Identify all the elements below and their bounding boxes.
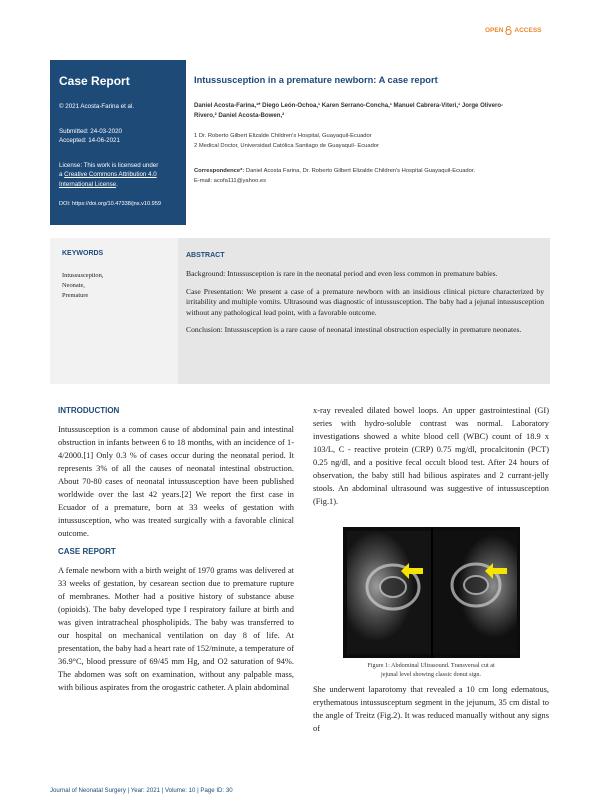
abstract-case-presentation: Case Presentation: We present a case of a premature newborn with an insidious clinical picture characterized by irritability and multiple vomits. Ultrasound was diagnostic of intussusception. The baby had a jejunal intussusception without any pathological lead point, with a favorable outcome. [186,286,544,317]
ultrasound-figure [343,527,520,658]
page-footer: Journal of Neonatal Surgery | Year: 2021 | Volume: 10 | Page ID: 30 [50,787,233,794]
open-access-label-left: OPEN [485,27,504,34]
copyright: © 2021 Acosta-Farina et al. [59,103,135,110]
keywords-heading: KEYWORDS [62,250,104,257]
license-prefix: a [59,171,65,178]
keyword: Neonate, [62,282,85,289]
accepted-date: Accepted: 14-06-2021 [59,137,120,144]
abstract-heading: ABSTRACT [186,252,225,259]
author-line-2: Rivero,² Daniel Acosta-Bowen,² [194,112,285,119]
license-link-cont[interactable]: International License [59,180,117,188]
ultrasound-image [343,527,520,658]
article-info-sidebar [50,60,186,225]
article-type: Case Report [59,74,130,88]
author-list [194,101,554,121]
affiliation-2: 2 Medical Doctor, Universidad Católica Santiago de Guayaquil- Ecuador [194,143,379,149]
correspondence-text: Daniel Acosta Farina, Dr. Roberto Gilbert Elizalde Children's Hospital Guayaquil-Ecuador. [244,168,476,174]
license-line-1: License: This work is licensed under [59,161,159,169]
open-access-logo [485,26,542,35]
license-end: . [116,180,118,188]
keyword: Premature [62,292,89,299]
keywords-list [62,271,103,301]
abstract-background: Background: Intussusception is rare in the neonatal period and even less common in premature babies. [186,269,498,278]
introduction-heading: INTRODUCTION [58,406,120,415]
keywords-column [50,238,178,384]
license-link[interactable]: Creative Commons Attribution 4.0 [64,171,157,178]
article-title: Intussusception in a premature newborn: A case report [194,75,438,85]
surgery-text: She underwent laparotomy that revealed a 10 cm long edematous, erythematous intussusceptum segment in the jejunum, 35 cm distal to the angle of Treitz (Fig.2). It was reduced manually without any signs of [313,685,549,733]
license-line-3 [59,180,178,190]
email[interactable]: E-mail: acofa111@yahoo.es [194,178,267,184]
license-line-2 [59,170,178,180]
case-report-text: A female newborn with a birth weight of 1970 grams was delivered at 33 weeks of gestation, by cesarean section due to premature rupture of membranes. Mother had a positive history of substance abuse (opioids). The baby developed type I respiratory failure at birth and was given intratracheal phospholipids. The baby was transferred to our hospital on mechanical ventilation on day 8 of life. At presentation, the baby had a heart rate of 152/minute, a temperature of 36.9°C, blood pressure of 69/45 mm Hg, and O2 saturation of 94%. The abdomen was soft on examination, without any palpable mass, with bilious aspirates from the orogastric catheter. A plain abdominal [58,566,294,692]
affiliations [194,131,379,151]
correspondence [194,166,554,186]
abstract-conclusion: Conclusion: Intussusception is a rare cause of neonatal intestinal obstruction especially in premature neonates. [186,325,522,334]
figure-caption-line-1: Figure 1: Abdominal Ultrasound. Transversal cut at [367,662,495,669]
right-column-bottom [313,683,549,735]
case-report-heading: CASE REPORT [58,547,116,556]
doi[interactable]: DOI: https://doi.org/10.47338/jns.v10.959 [59,201,161,207]
introduction-text: Intussusception is a common cause of abdominal pain and intestinal obstruction in infants between 6 to 18 months, with an incidence of 1-4/2000.[1] Only 0.3 % of cases occur during the neonatal period. It represents 3% of all the causes of neonatal intestinal obstruction. About 70-80 cases of neonatal intussusception have been published worldwide over the last 42 years.[2] We report the first case in Ecuador of a premature, born at 33 weeks of gestation with intussusception, who was treated surgically with a favorable clinical outcome. [58,425,294,538]
submitted-date: Submitted: 24-03-2020 [59,127,122,135]
abstract-box [50,238,550,384]
figure-caption [313,661,549,679]
correspondence-line [194,166,554,176]
correspondence-label: Correspondence*: [194,168,245,174]
left-column [58,404,294,694]
author-line-1: Daniel Acosta-Farina,¹* Diego León-Ochoa,¹ Karen Serrano-Concha,¹ Manuel Cabrera-Viteri,¹ Jorge Olivero- [194,102,504,109]
figure-caption-line-2: jejunal level showing classic donut sign. [380,671,481,678]
abstract-body [186,269,544,343]
affiliation-1: 1 Dr. Roberto Gilbert Elizalde Children's Hospital, Guayaquil-Ecuador [194,133,372,139]
case-report-continued: x-ray revealed dilated bowel loops. An upper gastrointestinal (GI) series with hydro-soluble contrast was normal. Laboratory investigations showed a white blood cell (WBC) count of 18.9 x 103/L, C - reactive protein (CRP) 0.75 mg/dl, procalcitonin (PCT) 0.25 ng/dl, and a positive fecal occult blood test. After 24 hours of observation, the baby still had bilious aspirates and 2 currant-jelly stools. An abdominal ultrasound was suggestive of intussusception (Fig.1). [313,406,549,506]
open-access-label-right: ACCESS [514,27,542,34]
right-column-top [313,404,549,508]
open-access-lock-icon [505,26,512,35]
keyword: Intussusception, [62,272,104,279]
